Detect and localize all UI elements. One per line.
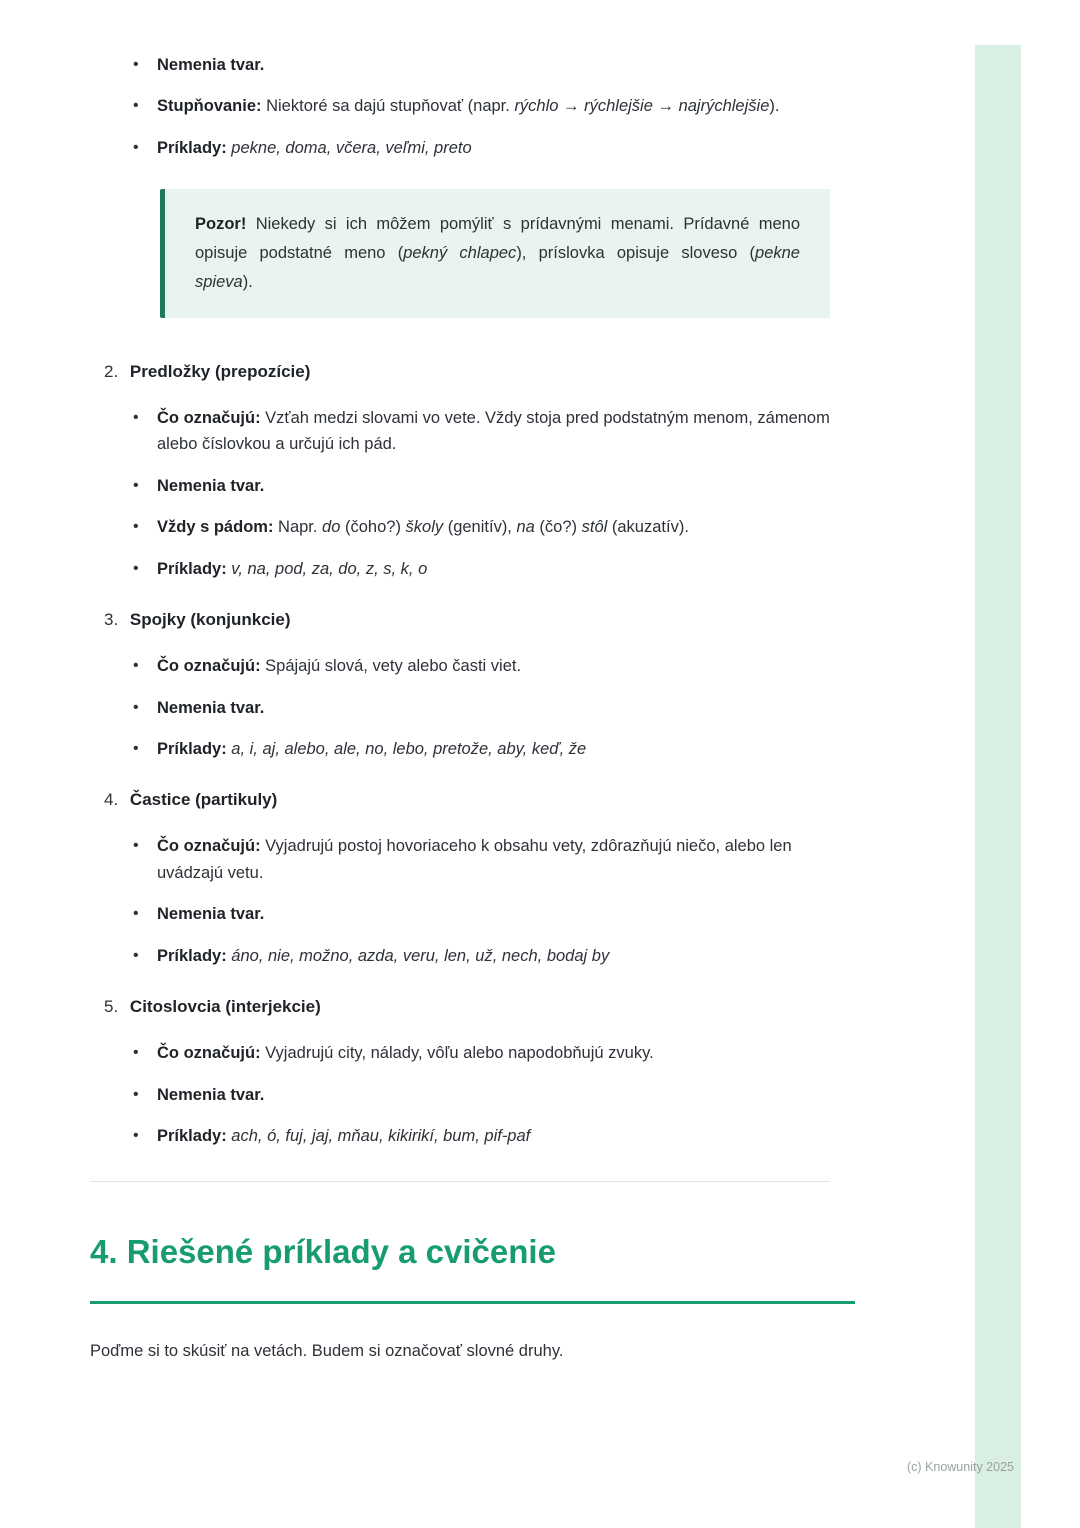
bullet-icon: •	[133, 97, 139, 115]
section	[90, 606, 830, 762]
section-bullet-list	[90, 653, 830, 762]
section-title-text: Predložky (prepozície)	[129, 361, 311, 381]
section-title-row	[90, 993, 830, 1020]
list-item	[133, 1040, 830, 1066]
text-segment: Vzťah medzi slovami vo vete. Vždy stoja pred podstatným menom, zámenom alebo číslovkou a určujú ich pád.	[157, 408, 830, 454]
text-segment: Nemenia tvar.	[157, 1085, 265, 1104]
bullet-icon: •	[133, 946, 139, 964]
text-segment: (čoho?)	[340, 518, 406, 537]
text-segment: (akuzatív).	[607, 518, 689, 537]
text-segment: →	[652, 97, 679, 116]
text-segment: a, i, aj, alebo, ale, no, lebo, pretože, aby, keď, že	[231, 739, 587, 758]
list-item-text	[157, 93, 830, 119]
list-item	[133, 695, 830, 721]
list-item-text	[157, 1123, 830, 1149]
text-segment: ), príslovka opisuje sloveso (	[516, 244, 756, 263]
content-column	[90, 0, 830, 1365]
text-segment: ach, ó, fuj, jaj, mňau, kikirikí, bum, pif-paf	[231, 1127, 531, 1146]
list-item-text	[157, 556, 830, 582]
bullet-icon: •	[133, 408, 139, 426]
list-item-text	[157, 473, 830, 499]
text-segment: Vždy s pádom:	[157, 518, 274, 537]
list-item	[133, 653, 830, 679]
text-segment: rýchlo	[514, 97, 559, 116]
section-bullet-list	[90, 833, 830, 969]
section-title-text: Spojky (konjunkcie)	[129, 609, 291, 629]
list-item	[133, 514, 830, 540]
text-segment: ).	[769, 97, 780, 116]
list-item	[133, 1123, 830, 1149]
bullet-icon: •	[133, 1127, 139, 1145]
text-segment: Čo označujú:	[157, 408, 261, 427]
text-segment: Niektoré sa dajú stupňovať (napr.	[261, 97, 515, 116]
list-item	[133, 93, 830, 119]
text-segment: Príklady:	[157, 559, 227, 578]
intro-paragraph: Poďme si to skúsiť na vetách. Budem si označovať slovné druhy.	[90, 1342, 564, 1361]
bullet-icon: •	[133, 476, 139, 494]
list-item-text	[157, 405, 830, 458]
section	[90, 786, 830, 969]
page-heading: 4. Riešené príklady a cvičenie	[90, 1226, 855, 1304]
list-item-text	[157, 1040, 830, 1066]
bullet-icon: •	[133, 739, 139, 757]
text-segment: pekný chlapec	[403, 244, 517, 263]
divider	[90, 1181, 830, 1182]
list-item-text	[157, 653, 830, 679]
section-number: 5.	[104, 997, 119, 1017]
text-segment: Vyjadrujú postoj hovoriaceho k obsahu vety, zdôrazňujú niečo, alebo len uvádzajú vetu.	[157, 837, 792, 882]
bullet-icon: •	[133, 905, 139, 923]
callout-text	[195, 210, 800, 297]
list-item	[133, 1082, 830, 1108]
section-number: 4.	[104, 790, 119, 810]
text-segment: stôl	[581, 518, 608, 537]
bullet-icon: •	[133, 559, 139, 577]
text-segment: rýchlejšie	[584, 97, 653, 116]
section-number: 2.	[104, 361, 119, 381]
text-segment: Pozor!	[195, 215, 247, 234]
section-title-row	[90, 786, 830, 813]
list-item-text	[157, 52, 830, 78]
text-segment: Nemenia tvar.	[157, 476, 265, 495]
list-item	[133, 833, 830, 886]
list-item	[133, 943, 830, 969]
text-segment: Stupňovanie:	[157, 97, 262, 116]
section-title-text: Častice (partikuly)	[129, 790, 278, 810]
bullet-icon: •	[133, 56, 139, 73]
list-item	[133, 405, 830, 458]
text-segment: (genitív),	[443, 518, 517, 537]
text-segment: áno, nie, možno, azda, veru, len, už, nech, bodaj by	[231, 946, 610, 965]
list-item	[133, 901, 830, 927]
list-item-text	[157, 901, 830, 927]
text-segment: Čo označujú:	[157, 837, 261, 856]
text-segment: Príklady:	[157, 946, 227, 965]
section-title-row	[90, 358, 830, 385]
text-segment: v, na, pod, za, do, z, s, k, o	[231, 559, 428, 578]
list-item	[133, 736, 830, 762]
text-segment: Čo označujú:	[157, 1044, 261, 1063]
text-segment: Vyjadrujú city, nálady, vôľu alebo napodobňujú zvuky.	[260, 1044, 654, 1063]
list-item	[133, 52, 830, 78]
bullet-icon: •	[133, 1044, 139, 1062]
text-segment: do	[322, 518, 341, 537]
text-segment: Spájajú slová, vety alebo časti viet.	[260, 657, 522, 676]
bullet-icon: •	[133, 518, 139, 536]
section-title-text: Citoslovcia (interjekcie)	[129, 997, 321, 1017]
list-item	[133, 556, 830, 582]
bullet-icon: •	[133, 1085, 139, 1103]
text-segment: Nemenia tvar.	[157, 905, 265, 924]
section	[90, 993, 830, 1149]
text-segment: školy	[405, 518, 444, 537]
section-bullet-list	[90, 405, 830, 582]
section	[90, 358, 830, 582]
callout-box	[160, 189, 830, 318]
text-segment: najrýchlejšie	[678, 97, 770, 116]
text-segment: ).	[242, 272, 253, 291]
bullet-icon: •	[133, 138, 139, 156]
text-segment: Nemenia tvar.	[157, 698, 265, 717]
text-segment: Príklady:	[157, 739, 227, 758]
text-segment: Niekedy si ich môžem pomýliť s prídavnými menami. Prídavné meno opisuje podstatné meno (	[195, 215, 800, 263]
text-segment: pekne, doma, včera, veľmi, preto	[231, 138, 472, 157]
text-segment: Napr.	[273, 518, 323, 537]
list-item-text	[157, 943, 830, 969]
text-segment: pekne spieva	[195, 244, 800, 291]
section-number: 3.	[104, 609, 119, 629]
text-segment: →	[558, 97, 585, 116]
text-segment: na	[516, 518, 535, 537]
page-edge-strip	[975, 45, 1021, 1528]
sections	[90, 358, 830, 1150]
text-segment: (čo?)	[534, 518, 582, 537]
bullet-icon: •	[133, 698, 139, 716]
bullet-icon: •	[133, 657, 139, 675]
list-item-text	[157, 514, 830, 540]
text-segment: Nemenia tvar.	[157, 56, 265, 74]
bullet-icon: •	[133, 837, 139, 855]
list-item-text	[157, 1082, 830, 1108]
list-item-text	[157, 135, 830, 161]
text-segment: Príklady:	[157, 1127, 227, 1146]
section-bullet-list	[90, 1040, 830, 1149]
list-item	[133, 135, 830, 161]
list-item-text	[157, 833, 830, 886]
section-title-row	[90, 606, 830, 633]
list-item-text	[157, 695, 830, 721]
text-segment: Príklady:	[157, 138, 227, 157]
intro-bullet-list	[90, 52, 830, 161]
list-item	[133, 473, 830, 499]
watermark: (c) Knowunity 2025	[906, 1460, 1014, 1474]
text-segment: Čo označujú:	[157, 657, 261, 676]
list-item-text	[157, 736, 830, 762]
